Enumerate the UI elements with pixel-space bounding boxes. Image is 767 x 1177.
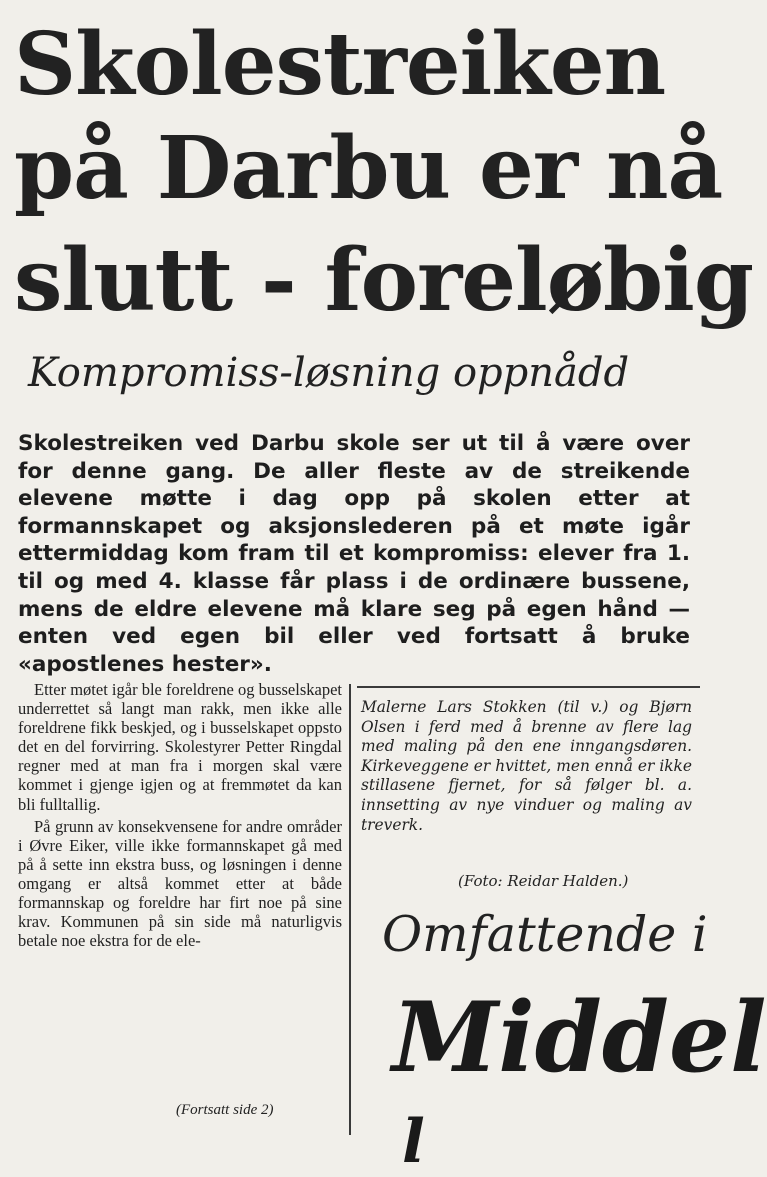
lead-paragraph: Skolestreiken ved Darbu skole ser ut til å være over for denne gang. De aller fleste av de streikende elevene møtte i dag opp på skolen etter at formannskapet og aksjonslederen på et møte igår ettermiddag kom fram til et kompromiss: elever fra 1. til og med 4. klasse får plass i de ordinære bussene, mens de eldre elevene må klare seg på egen hånd — enten ved egen bil eller ved fortsatt å bruke «apostlenes hester». xyxy=(18,431,690,677)
headline-line-3: slutt - foreløbig xyxy=(14,230,753,331)
body-paragraph-1: Etter møtet igår ble foreldrene og busselskapet underrettet så langt man rakk, men ikke alle foreldrene fikk beskjed, og i busselskapet oppsto det en del forvirring. Skolestyrer Petter Ringdal regner med at man fra i morgen skal være kommet i gjenge igjen og at fremmøtet da kan bli fulltallig. xyxy=(18,680,342,814)
subheadline: Kompromiss-løsning oppnådd xyxy=(28,350,630,396)
photo-credit: (Foto: Reidar Halden.) xyxy=(458,872,629,890)
headline-line-1: Skolestreiken xyxy=(14,14,666,115)
column-divider xyxy=(349,684,351,1135)
next-headline-line-2: Middel xyxy=(392,981,767,1094)
body-column xyxy=(18,680,342,950)
next-headline-line-1: Omfattende i xyxy=(382,906,708,963)
body-paragraph-2: På grunn av konsekvensene for andre områder i Øvre Eiker, ville ikke formannskapet gå med på å sette inn ekstra buss, og løsningen i denne omgang er altså kommet etter at både formannskap og foreldre har firt noe på sine krav. Kommunen på sin side må naturligvis betale noe ekstra for de ele- xyxy=(18,816,342,951)
next-headline-line-3-clipped xyxy=(402,1107,700,1177)
continued-note: (Fortsatt side 2) xyxy=(176,1102,274,1118)
next-headline-line-3-text: l xyxy=(402,1107,425,1177)
photo-caption: Malerne Lars Stokken (til v.) og Bjørn Olsen i ferd med å brenne av flere lag med maling på den ene inngangsdøren. Kirkeveggene er hvittet, men ennå er ikke stillasene fjernet, for så følger bl. a. innsetting av nye vinduer og maling av treverk. xyxy=(361,698,692,834)
headline-line-2: på Darbu er nå xyxy=(14,118,723,219)
caption-rule xyxy=(357,686,700,688)
